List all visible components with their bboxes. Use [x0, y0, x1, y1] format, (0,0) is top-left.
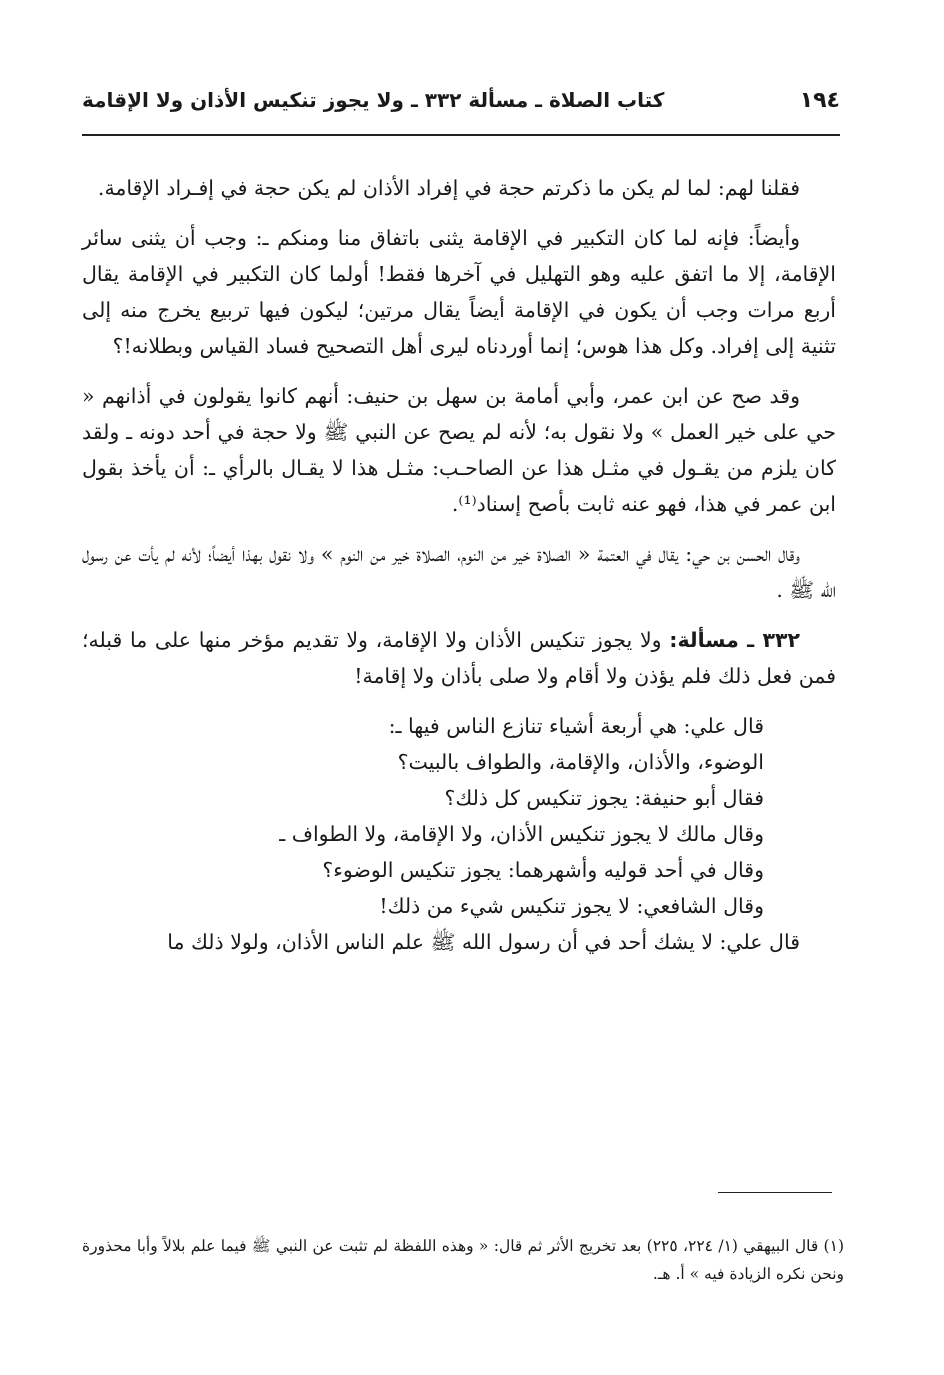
paragraph: وأيضاً: فإنه لما كان التكبير في الإقامة يثنى باتفاق منا ومنكم ـ: وجب أن يثنى سائر الإقامة، إلا ما اتفق عليه وهو التهليل في آخرها فقط! أولما كان التكبير في الإقامة يقال أربع مرات وجب أن يكون في الإقامة أيضاً يقال مرتين؛ ليكون فيها تربيع يخرج منه إلى تثنية إلى إفراد. وكل هذا هوس؛ إنما أوردناه ليرى أهل التصحيح فساد القياس وبطلانه!؟: [82, 226, 836, 358]
paragraph: فقلنا لهم: لما لم يكن ما ذكرتم حجة في إفراد الأذان لم يكن حجة في إفـراد الإقامة.: [97, 176, 800, 200]
closing-line: قال علي: لا يشك أحد في أن رسول الله ﷺ علم الناس الأذان، ولولا ذلك ما: [167, 930, 800, 954]
opinion-lines: [82, 708, 836, 924]
running-title: كتاب الصلاة ـ مسألة ٣٣٢ ـ ولا يجوز تنكيس الأذان ولا الإقامة: [82, 88, 665, 112]
paragraph: وقال الحسن بن حي: يقال في العتمة « الصلاة خير من النوم، الصلاة خير من النوم » ولا نقول بهذا أيضاً؛ لأنه لم يأت عن رسول الله ﷺ .: [82, 542, 836, 602]
header-rule: [82, 134, 840, 136]
footnote: [82, 1232, 844, 1288]
masala-label: ٣٣٢ ـ مسألة:: [669, 628, 801, 652]
opinion-line: قال علي: هي أربعة أشياء تنازع الناس فيها ـ:: [388, 714, 764, 738]
footnote-text: (١) قال البيهقي (١/ ٢٢٤، ٢٢٥) بعد تخريج الأثر ثم قال: « وهذه اللفظة لم تثبت عن النبي ﷺ فيما علم بلالاً وأبا محذورة ونحن نكره الزيادة فيه » أ. هـ.: [82, 1237, 844, 1283]
opinion-line: فقال أبو حنيفة: يجوز تنكيس كل ذلك؟: [444, 786, 764, 810]
opinion-line: الوضوء، والأذان، والإقامة، والطواف بالبيت؟: [397, 750, 764, 774]
page-number: ١٩٤: [799, 87, 840, 113]
main-text: [82, 170, 836, 960]
opinion-line: وقال مالك لا يجوز تنكيس الأذان، ولا الإقامة، ولا الطواف ـ: [279, 822, 764, 846]
running-header: [82, 78, 840, 122]
opinion-line: وقال في أحد قوليه وأشهرهما: يجوز تنكيس الوضوء؟: [322, 858, 764, 882]
paragraph: وقد صح عن ابن عمر، وأبي أمامة بن سهل بن حنيف: أنهم كانوا يقولون في أذانهم « حي على خير العمل » ولا نقول به؛ لأنه لم يصح عن النبي ﷺ ولا حجة في أحد دونه ـ ولقد كان يلزم من يقـول في مثـل هذا عن الصاحـب: مثـل هذا لا يقـال بالرأي ـ: أن يأخذ بقول ابن عمر في هذا، فهو عنه ثابت بأصح إسناد⁽¹⁾.: [82, 384, 836, 516]
footnote-rule: [718, 1192, 832, 1193]
masala-text: ولا يجوز تنكيس الأذان ولا الإقامة، ولا تقديم مؤخر منها على ما قبله؛ فمن فعل ذلك فلم يؤذن ولا أقام ولا صلى بأذان ولا إقامة!: [82, 628, 836, 688]
masala-paragraph: [82, 622, 836, 694]
opinion-line: وقال الشافعي: لا يجوز تنكيس شيء من ذلك!: [379, 894, 764, 918]
